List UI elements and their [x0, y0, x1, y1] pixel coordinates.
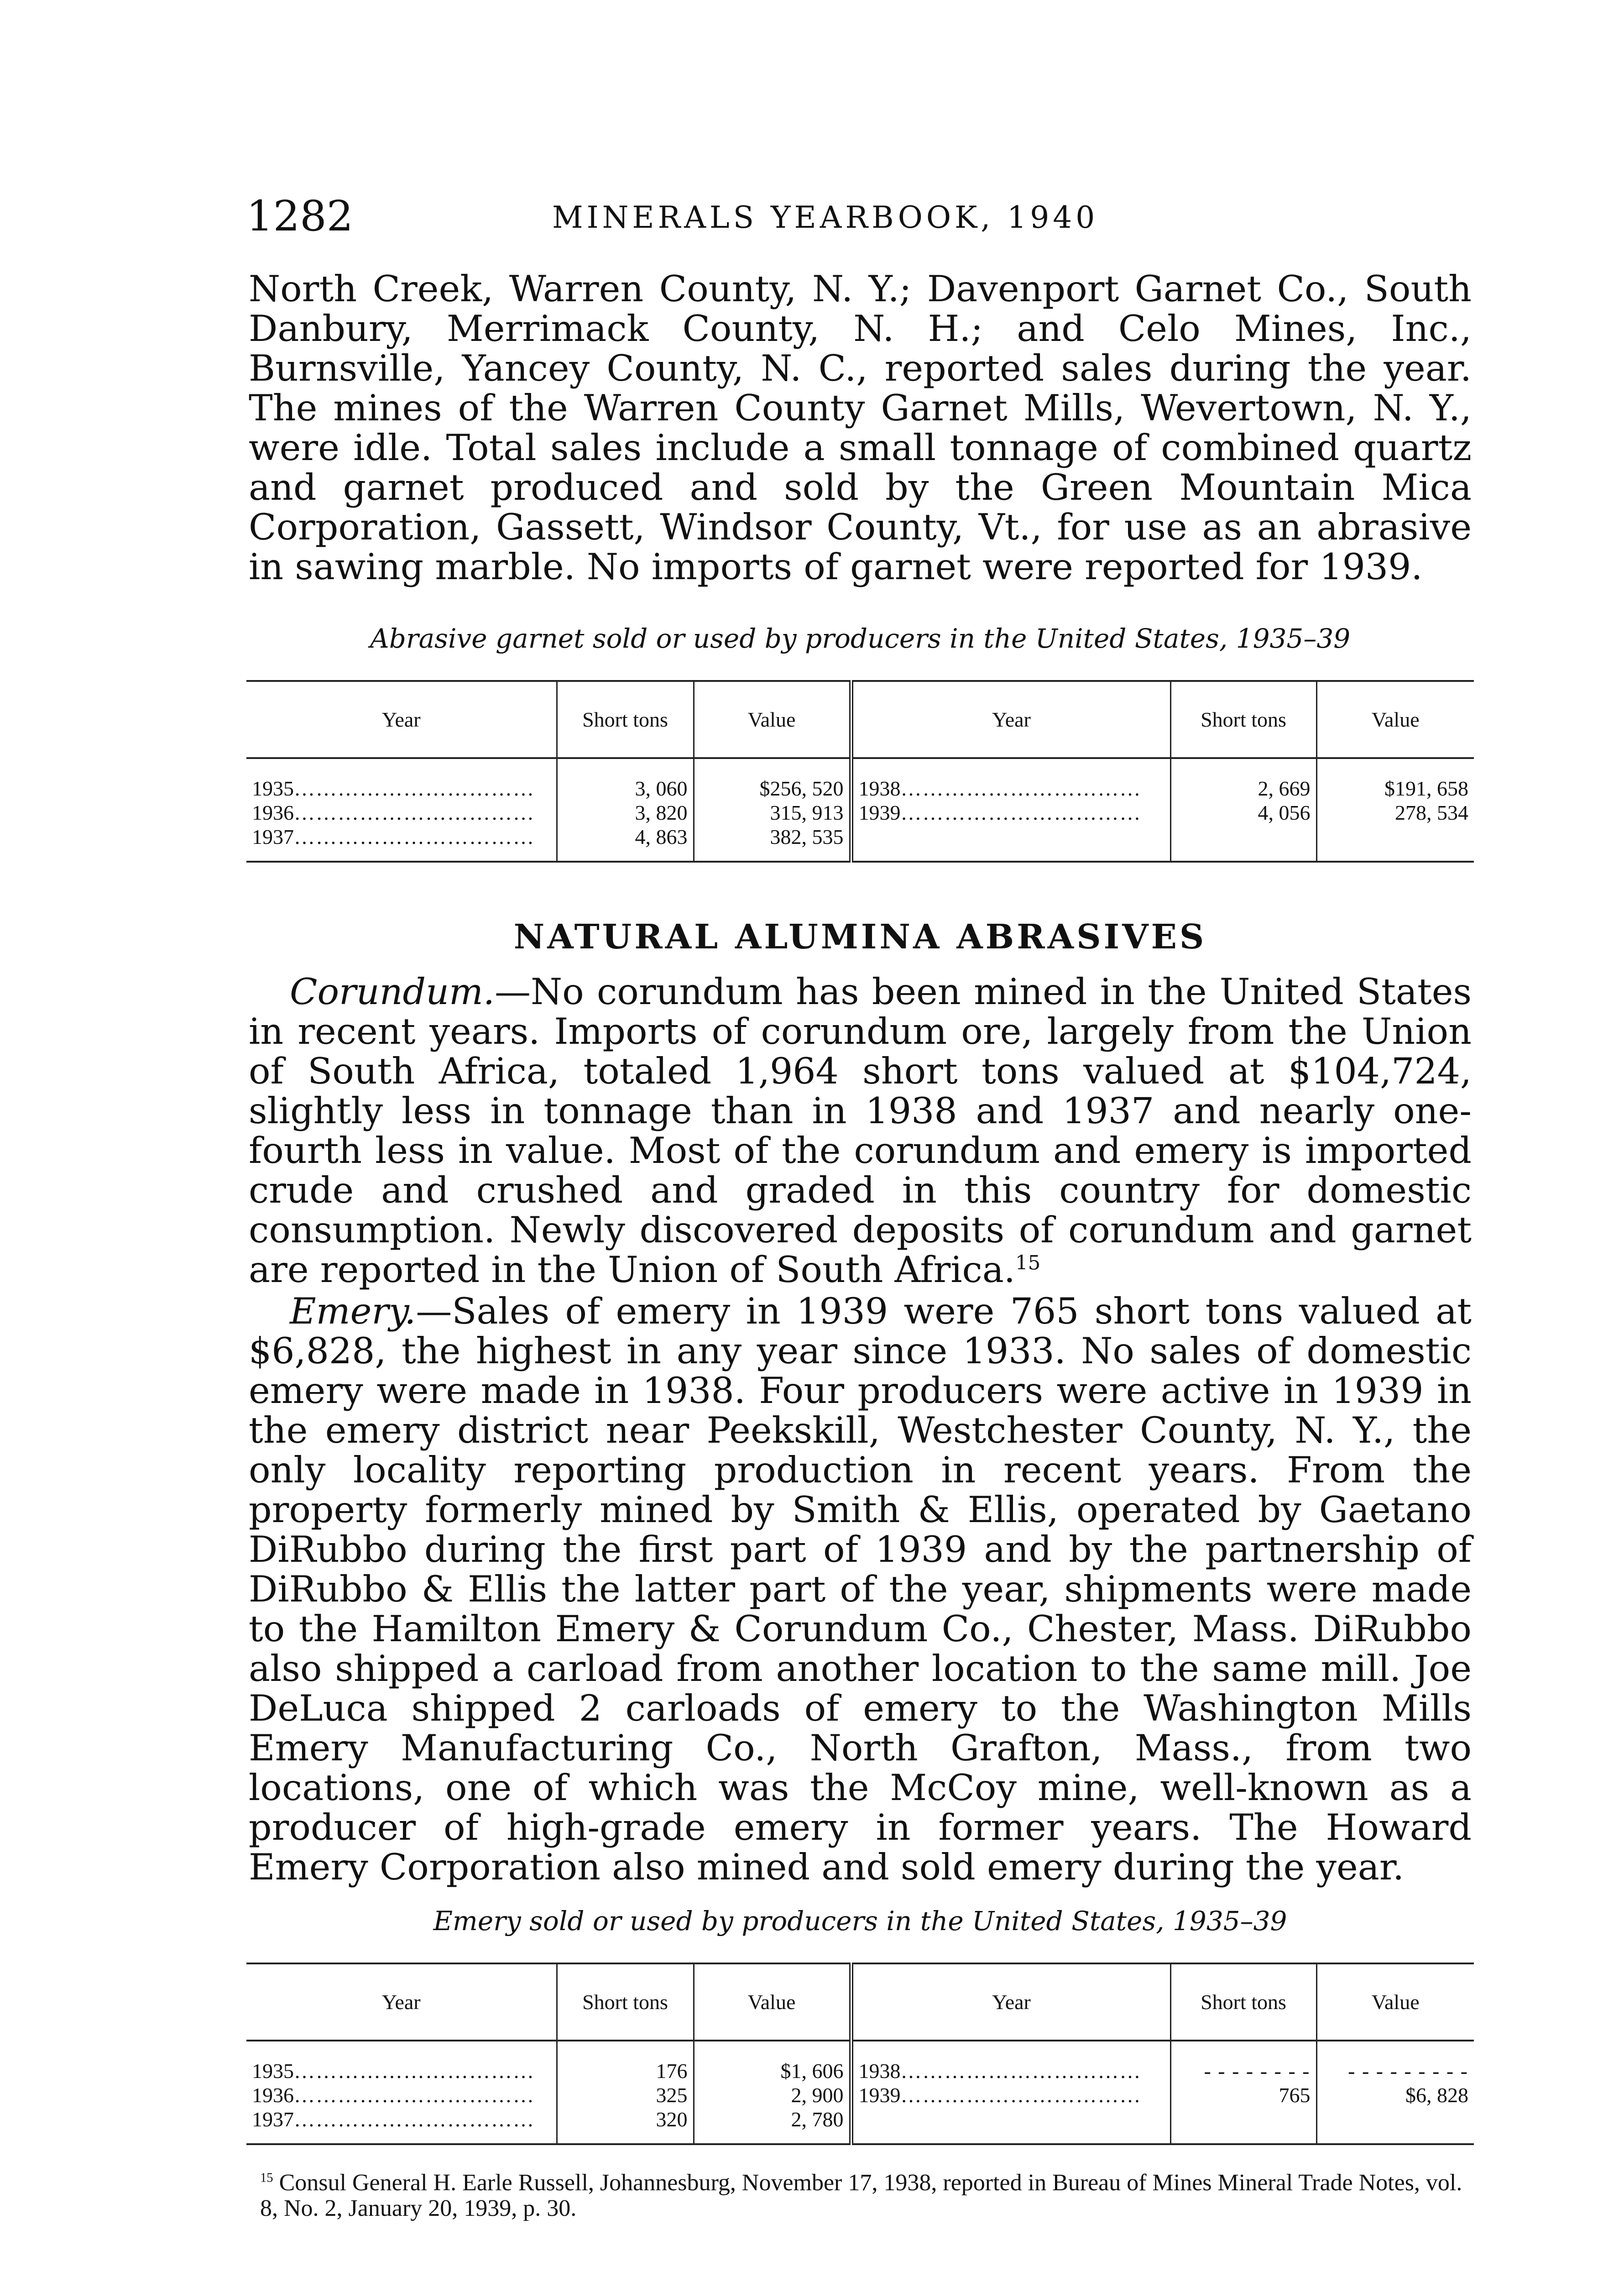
tons-cell: 765 — [1170, 2083, 1316, 2107]
year-cell: 1939…………………………… — [851, 2083, 1170, 2107]
col-header-value: Value — [694, 681, 851, 758]
tons-cell: 4, 863 — [557, 825, 694, 862]
emery-table-header-row — [246, 1963, 1474, 2041]
intro-paragraph: North Creek, Warren County, N. Y.; Davenport Garnet Co., South Danbury, Merrimack County, N. H.; and Celo Mines, Inc., Burnsville, Yancey County, N. C., reported sales during the year. The mines of the Warren County Garnet Mills, Wevertown, N. Y., were idle. Total sales include a small tonnage of combined quartz and garnet produced and sold by the Green Mountain Mica Corporation, Gassett, Windsor County, Vt., for use as an abrasive in sawing marble. No imports of garnet were reported for 1939. — [249, 268, 1472, 588]
value-cell: $256, 520 — [694, 758, 851, 801]
section-heading: NATURAL ALUMINA ABRASIVES — [513, 917, 1207, 957]
value-cell: 315, 913 — [694, 801, 851, 825]
table-row — [246, 801, 1474, 825]
table-row — [246, 825, 1474, 862]
year-cell: 1936…………………………… — [246, 2083, 557, 2107]
garnet-table-header-row — [246, 681, 1474, 758]
tons-cell: 176 — [557, 2041, 694, 2083]
year-cell: 1939…………………………… — [851, 801, 1170, 825]
garnet-table-caption: Abrasive garnet sold or used by producers in the United States, 1935–39 — [370, 623, 1351, 654]
table-row — [246, 758, 1474, 801]
tons-cell: 4, 056 — [1170, 801, 1316, 825]
tons-cell: 3, 060 — [557, 758, 694, 801]
value-cell: 2, 780 — [694, 2107, 851, 2144]
garnet-table — [246, 680, 1474, 863]
year-cell: 1938…………………………… — [851, 758, 1170, 801]
emery-title: Emery. — [290, 1290, 416, 1332]
page-header — [246, 192, 1469, 242]
col-header-year: Year — [851, 681, 1170, 758]
table-row — [246, 2041, 1474, 2083]
col-header-short-tons: Short tons — [1170, 1963, 1316, 2041]
year-cell: 1935…………………………… — [246, 758, 557, 801]
corundum-text: —No corundum has been mined in the United States in recent years. Imports of corundum ore, largely from the Union of South Africa, totaled 1,964 short tons valued at $104,724, slightly less in tonnage than in 1938 and 1937 and nearly one-fourth less in value. Most of the corundum and emery is imported crude and crushed and graded in this country for domestic consumption. Newly discovered deposits of corundum and garnet are reported in the Union of South Africa. — [249, 971, 1472, 1291]
tons-cell: 320 — [557, 2107, 694, 2144]
table-row — [246, 2083, 1474, 2107]
value-cell: $1, 606 — [694, 2041, 851, 2083]
col-header-value: Value — [694, 1963, 851, 2041]
footnote-reference: 15 — [1015, 1251, 1041, 1275]
emery-table — [246, 1963, 1474, 2145]
year-cell: 1938…………………………… — [851, 2041, 1170, 2083]
col-header-short-tons: Short tons — [557, 681, 694, 758]
tons-cell: 3, 820 — [557, 801, 694, 825]
value-cell: $6, 828 — [1405, 2083, 1468, 2107]
col-header-value: Value — [1316, 1963, 1474, 2041]
page-number: 1282 — [246, 192, 354, 241]
footnote-text: Consul General H. Earle Russell, Johannesburg, November 17, 1938, reported in Bureau of Mines Mineral Trade Notes, vol. 8, No. 2, January 20, 1939, p. 30. — [260, 2170, 1462, 2221]
value-cell: $191, 658 — [1384, 777, 1468, 800]
corundum-title: Corundum. — [290, 971, 495, 1013]
year-cell: 1936…………………………… — [246, 801, 557, 825]
running-title: MINERALS YEARBOOK, 1940 — [552, 200, 1099, 235]
tons-cell: - - - - - - - - — [1170, 2041, 1316, 2083]
tons-cell: 2, 669 — [1170, 758, 1316, 801]
tons-cell: 325 — [557, 2083, 694, 2107]
col-header-value: Value — [1316, 681, 1474, 758]
value-cell: 278, 534 — [1395, 801, 1468, 824]
col-header-year: Year — [851, 1963, 1170, 2041]
col-header-short-tons: Short tons — [557, 1963, 694, 2041]
table-row — [246, 2107, 1474, 2144]
value-cell: 2, 900 — [694, 2083, 851, 2107]
col-header-year: Year — [246, 1963, 557, 2041]
year-cell: 1935…………………………… — [246, 2041, 557, 2083]
col-header-short-tons: Short tons — [1170, 681, 1316, 758]
emery-table-caption: Emery sold or used by producers in the United States, 1935–39 — [433, 1905, 1287, 1937]
corundum-paragraph — [249, 972, 1472, 1290]
value-cell: 382, 535 — [694, 825, 851, 862]
emery-paragraph — [249, 1292, 1472, 1887]
year-cell: 1937…………………………… — [246, 825, 557, 862]
footnote — [260, 2170, 1474, 2221]
value-cell: - - - - - - - - - — [1348, 2059, 1468, 2083]
footnote-marker: 15 — [260, 2171, 273, 2185]
year-cell: 1937…………………………… — [246, 2107, 557, 2144]
col-header-year: Year — [246, 681, 557, 758]
emery-text: —Sales of emery in 1939 were 765 short tons valued at $6,828, the highest in any year since 1933. No sales of domestic emery were made in 1938. Four producers were active in 1939 in the emery district near Peekskill, Westchester County, N. Y., the only locality reporting production in recent years. From the property formerly mined by Smith & Ellis, operated by Gaetano DiRubbo during the first part of 1939 and by the partnership of DiRubbo & Ellis the latter part of the year, shipments were made to the Hamilton Emery & Corundum Co., Chester, Mass. DiRubbo also shipped a carload from another location to the same mill. Joe DeLuca shipped 2 carloads of emery to the Washington Mills Emery Manufacturing Co., North Grafton, Mass., from two locations, one of which was the McCoy mine, well-known as a producer of high-grade emery in former years. The Howard Emery Corporation also mined and sold emery during the year. — [249, 1290, 1472, 1888]
